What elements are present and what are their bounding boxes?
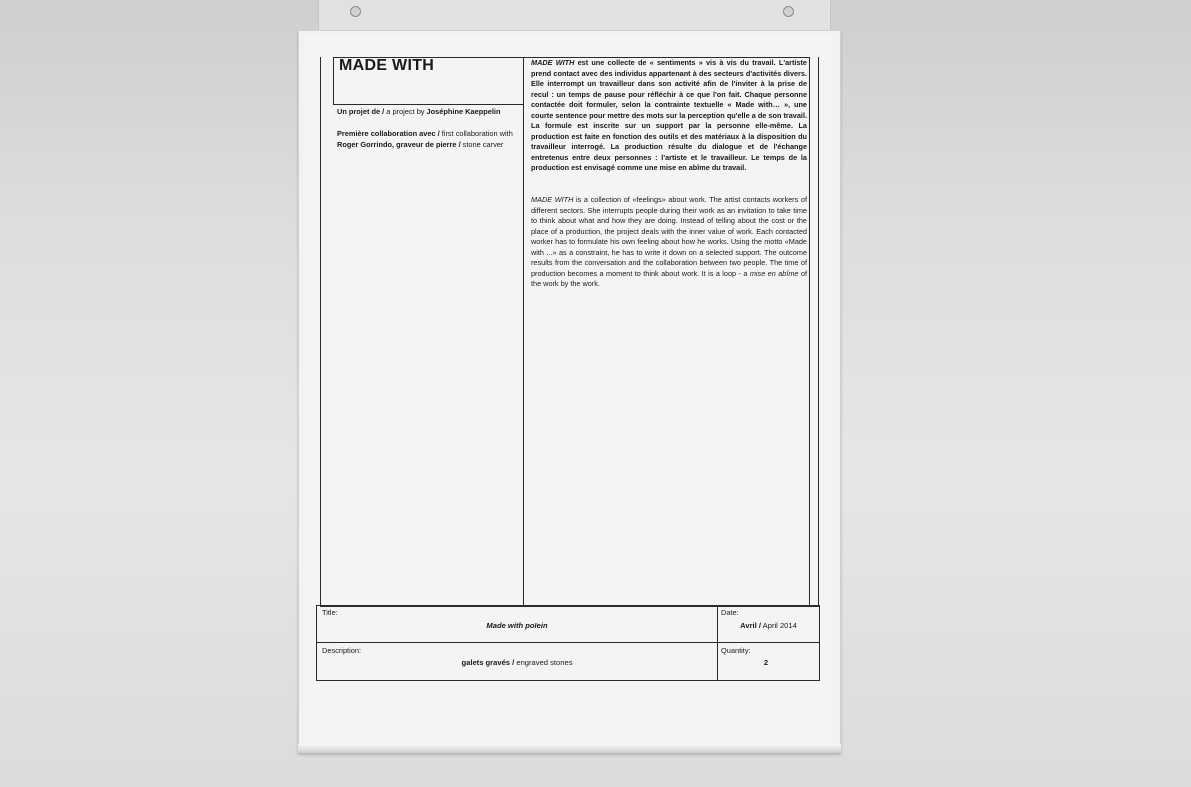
english-lead: MADE WITH <box>531 195 574 204</box>
info-table <box>316 605 820 681</box>
quantity-label: Quantity: <box>721 646 751 655</box>
quantity-value: 2 <box>763 658 769 667</box>
description-fr: galets gravés / <box>461 658 515 667</box>
french-body: est une collecte de « sentiments » vis à vis du travail. L'artiste prend contact avec des individus appartenant à des secteurs d'activités divers. Elle interrompt un travailleur dans son activité afin de l'inviter à la prise de recul : un temps de pause pour réfléchir à ce que l'on fait. Chaque personne contactée doit formuler, selon la contrainte textuelle « Made with… », une courte sentence pour mettre des mots sur la perception qu'elle a de son travail. La formule est inscrite sur un support par la personne elle-même. La production est faite en fonction des outils et des matériaux à la disposition du travailleur interrogé. La production résulte du dialogue et de l'échange entretenus entre deux personnes : l'artiste et le travailleur. Le temps de la production est envisagé comme une mise en abîme du travail. <box>531 58 807 173</box>
date-label: Date: <box>721 608 739 617</box>
date-value <box>718 621 819 630</box>
document-title: MADE WITH <box>339 57 435 74</box>
description-english <box>531 195 807 290</box>
title-value: Made with poïein <box>486 621 548 630</box>
mounting-hole-right <box>783 6 794 17</box>
credit-fr: Un projet de / <box>337 107 385 116</box>
credit-line <box>337 107 500 118</box>
collab-en: first collaboration with <box>439 129 513 138</box>
english-body: is a collection of «feelings» about work. The artist contacts workers of different sectors. She interrupts people during their work as an invitation to take time to think about what and how they are doing. Instead of telling about the cost or the place of a production, the project deals with the inner value of work. Each contacted worker has to formulate his own feeling about how he works. Using the motto «Made with ...» as a constraint, he has to write it down on a selected support. The outcome results from the conversation and the collaboration between two people. The time of production becomes a moment to think about work. It is a loop - a <box>531 195 807 278</box>
artist-name: Joséphine Kaeppelin <box>426 107 501 116</box>
credit-en: a project by <box>384 107 427 116</box>
description-en: engraved stones <box>514 658 573 667</box>
info-table-col-divider <box>717 605 718 681</box>
acrylic-holder-base <box>298 744 841 754</box>
date-en: April 2014 <box>760 621 797 630</box>
collaborator-name: Roger Gorrindo, graveur de pierre / <box>337 139 461 149</box>
title-box-left <box>333 57 334 104</box>
acrylic-holder-top <box>318 0 831 34</box>
text-box-right <box>809 57 810 606</box>
description-label: Description: <box>322 646 362 655</box>
description-french <box>531 58 807 174</box>
mounting-hole-left <box>350 6 361 17</box>
french-lead: MADE WITH <box>531 58 575 67</box>
collab-fr: Première collaboration avec / <box>337 129 440 138</box>
date-fr: Avril / <box>740 621 761 630</box>
collaboration-line <box>337 129 522 151</box>
english-italic: mise en abîme <box>749 268 799 278</box>
collaborator-en: stone carver <box>460 139 504 149</box>
description-value <box>317 658 717 667</box>
info-table-row-divider <box>316 642 820 643</box>
title-box-bottom <box>333 104 523 105</box>
english-end: of the work by the work. <box>531 268 808 289</box>
column-divider <box>523 57 524 606</box>
title-label: Title: <box>322 608 338 617</box>
